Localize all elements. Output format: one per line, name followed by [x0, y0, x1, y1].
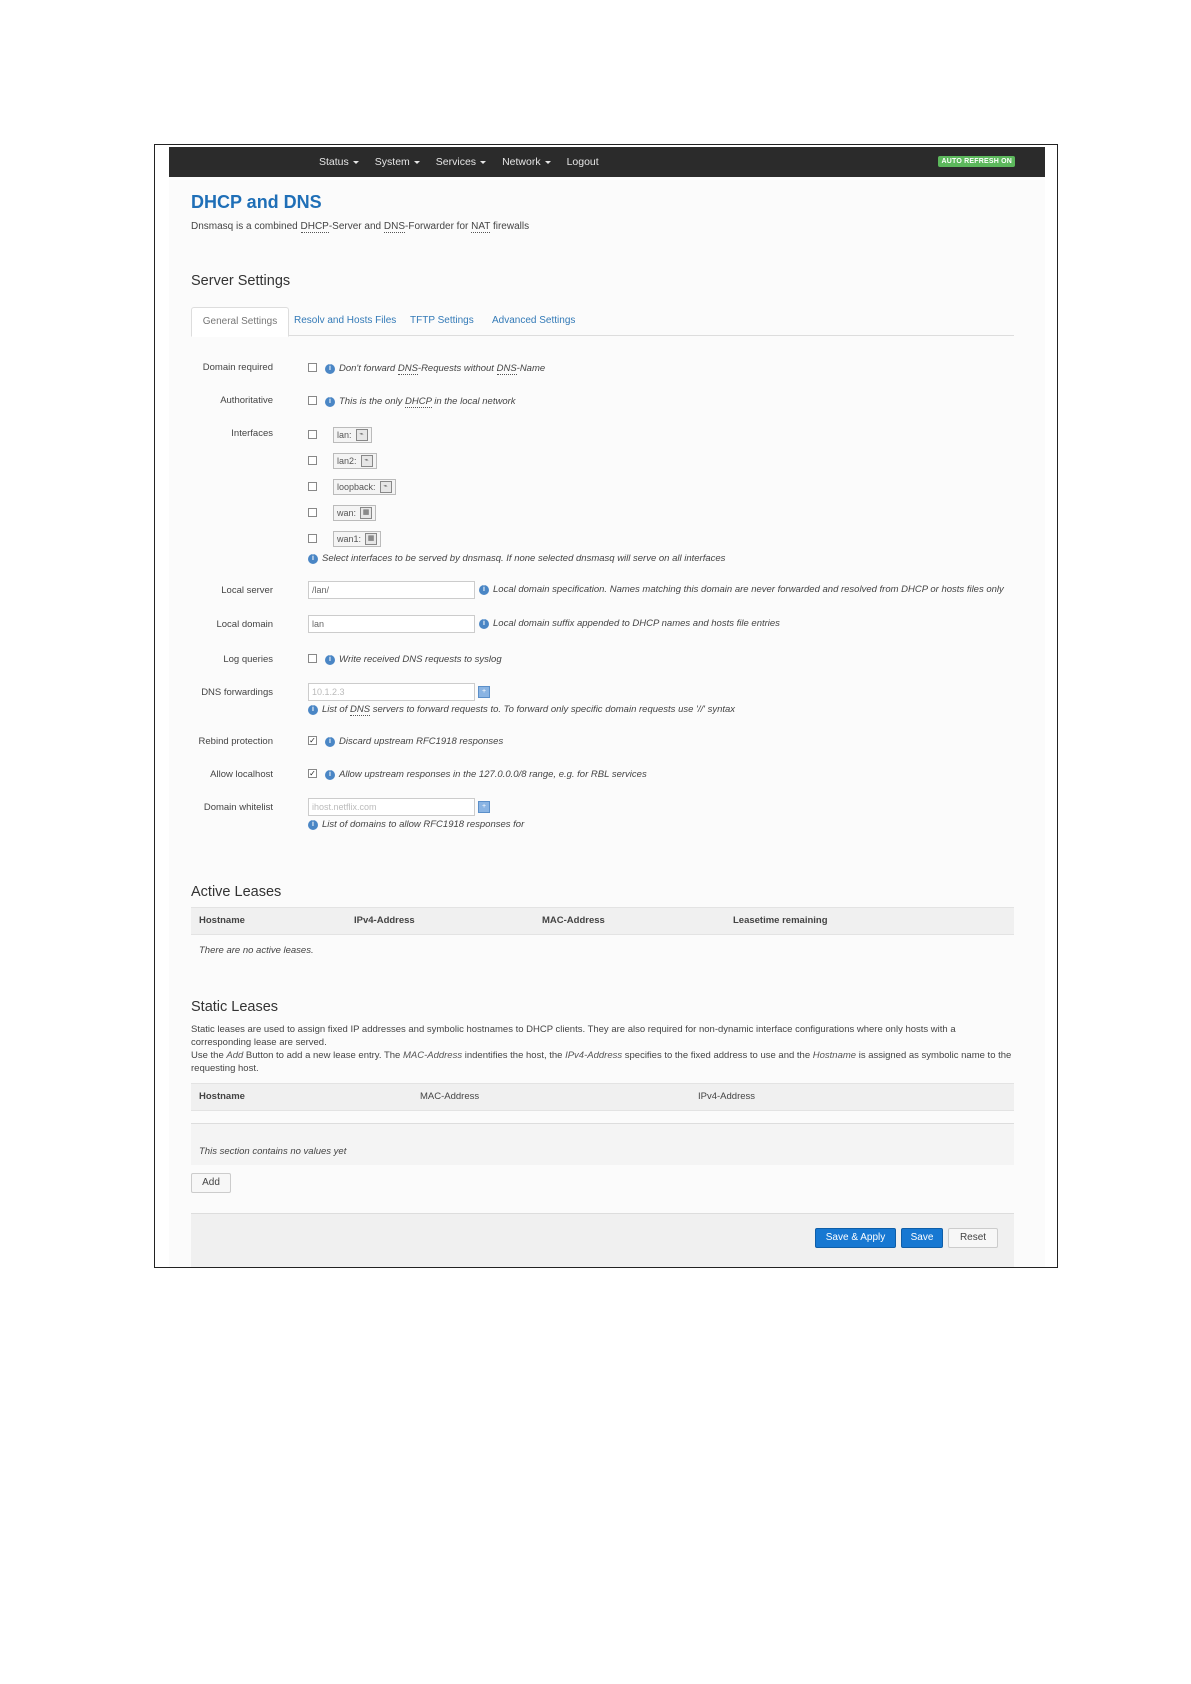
help-text-part: Don't forward — [339, 363, 398, 374]
usage-em-hostname: Hostname — [812, 1050, 857, 1061]
local-domain-help: Local domain suffix appended to DHCP names and hosts file entries — [493, 618, 780, 629]
interface-lan-label: lan: — [337, 430, 352, 440]
usage-text-part: Button to add a new lease entry. The — [243, 1050, 403, 1061]
help-text-part: servers to forward requests to. To forward only specific domain requests use '//' syntax — [370, 704, 736, 715]
domain-whitelist-input[interactable]: ihost.netflix.com — [308, 798, 475, 816]
menu-network[interactable] — [502, 156, 551, 168]
usage-text-part: Use the — [191, 1050, 227, 1061]
help-abbr-dhcp: DHCP — [405, 396, 432, 407]
add-entry-icon[interactable]: + — [478, 686, 490, 698]
static-leases-table-header — [191, 1083, 1014, 1111]
dns-forwardings-help — [322, 704, 735, 715]
ethernet-port-icon: ⌁ — [356, 429, 368, 441]
desc-text: -Forwarder for — [405, 221, 472, 232]
menu-logout-label: Logout — [566, 156, 599, 168]
domain-whitelist-help: List of domains to allow RFC1918 responses for — [322, 819, 525, 830]
local-server-input[interactable]: /lan/ — [308, 581, 475, 599]
help-text-part: List of — [322, 704, 350, 715]
interface-wan1-checkbox[interactable] — [308, 534, 317, 543]
info-icon: i — [479, 619, 489, 629]
main-menu — [319, 147, 615, 177]
usage-text-part: is assigned as symbolic name to the requesting host. — [191, 1050, 1012, 1074]
active-leases-table-header — [191, 907, 1014, 935]
column-hostname: Hostname — [199, 915, 245, 926]
desc-abbr-nat: NAT — [471, 221, 491, 232]
settings-tabs — [191, 307, 1014, 336]
usage-text-part: indentifies the host, the — [462, 1050, 566, 1061]
save-apply-button[interactable]: Save & Apply — [815, 1228, 896, 1248]
help-text-part: in the local network — [431, 396, 516, 407]
info-icon: i — [308, 554, 318, 564]
chevron-down-icon — [353, 161, 359, 164]
column-mac-address: MAC-Address — [542, 915, 605, 926]
usage-em-mac: MAC-Address — [402, 1050, 463, 1061]
interface-wan1-label: wan1: — [337, 534, 362, 544]
domain-required-label: Domain required — [202, 362, 273, 373]
interface-lan-chip[interactable] — [333, 427, 372, 443]
local-domain-input[interactable]: lan — [308, 615, 475, 633]
rebind-protection-checkbox[interactable]: ✓ — [309, 736, 316, 745]
menu-system[interactable] — [375, 156, 420, 168]
static-leases-empty-message: This section contains no values yet — [199, 1146, 347, 1157]
form-actions-bar — [191, 1213, 1014, 1268]
menu-system-label: System — [374, 156, 410, 168]
usage-em-ipv4: IPv4-Address — [565, 1050, 623, 1061]
help-abbr-dns: DNS — [397, 363, 418, 374]
tab-resolv-hosts[interactable]: Resolv and Hosts Files — [294, 315, 397, 326]
help-text-part: -Requests without — [417, 363, 497, 374]
allow-localhost-help: Allow upstream responses in the 127.0.0.0/8 range, e.g. for RBL services — [339, 769, 647, 780]
page-title: DHCP and DNS — [191, 192, 322, 212]
info-icon: i — [308, 705, 318, 715]
chevron-down-icon — [414, 161, 420, 164]
menu-status-label: Status — [319, 156, 349, 168]
rebind-protection-help: Discard upstream RFC1918 responses — [339, 736, 504, 747]
active-leases-heading: Active Leases — [191, 884, 282, 900]
interface-lan-checkbox[interactable] — [308, 430, 317, 439]
auto-refresh-badge[interactable]: AUTO REFRESH ON — [938, 156, 1015, 167]
interface-lan2-chip[interactable] — [333, 453, 377, 469]
menu-services[interactable] — [436, 156, 486, 168]
top-navbar — [169, 147, 1045, 177]
usage-em-add: Add — [226, 1050, 244, 1061]
interface-loopback-label: loopback: — [337, 482, 376, 492]
interfaces-help: Select interfaces to be served by dnsmasq. If none selected dnsmasq will serve on all interfaces — [322, 553, 726, 564]
help-abbr-dns: DNS — [350, 704, 371, 715]
usage-text-part: specifies to the fixed address to use and the — [622, 1050, 813, 1061]
add-static-lease-button[interactable]: Add — [191, 1173, 231, 1193]
interface-lan2-checkbox[interactable] — [308, 456, 317, 465]
allow-localhost-checkbox[interactable]: ✓ — [309, 769, 316, 778]
desc-abbr-dhcp: DHCP — [300, 221, 329, 232]
desc-text: Dnsmasq is a combined — [191, 221, 301, 232]
column-leasetime-remaining: Leasetime remaining — [733, 915, 828, 926]
column-ipv4-address: IPv4-Address — [698, 1091, 756, 1102]
desc-abbr-dns: DNS — [383, 221, 405, 232]
static-leases-description: Static leases are used to assign fixed IP addresses and symbolic hostnames to DHCP clients. They are also required for non-dynamic interface configurations where only hosts with a corresponding lease are served. — [191, 1024, 956, 1048]
interface-wan-chip[interactable] — [333, 505, 376, 521]
help-text-part: This is the only — [339, 396, 405, 407]
domain-whitelist-label: Domain whitelist — [203, 802, 273, 813]
local-server-help: Local domain specification. Names matching this domain are never forwarded and resolved from DHCP or hosts files only — [493, 584, 1004, 595]
log-queries-help: Write received DNS requests to syslog — [339, 654, 502, 665]
reset-button[interactable]: Reset — [948, 1228, 998, 1248]
network-port-icon: ▦ — [365, 533, 377, 545]
info-icon: i — [479, 585, 489, 595]
tab-tftp-settings[interactable]: TFTP Settings — [410, 315, 474, 326]
interface-wan-label: wan: — [337, 508, 357, 518]
main-content — [169, 177, 1045, 1268]
dns-forwardings-input[interactable]: 10.1.2.3 — [308, 683, 475, 701]
column-mac-address: MAC-Address — [420, 1091, 480, 1102]
desc-text: -Server and — [328, 221, 384, 232]
tab-advanced-settings[interactable]: Advanced Settings — [492, 315, 576, 326]
ethernet-port-icon: ⌁ — [380, 481, 392, 493]
info-icon: i — [325, 364, 335, 374]
local-domain-label: Local domain — [216, 619, 273, 630]
log-queries-label: Log queries — [223, 654, 273, 665]
allow-localhost-label: Allow localhost — [210, 769, 273, 780]
screenshot-frame — [154, 144, 1058, 1268]
interface-lan2-label: lan2: — [337, 456, 357, 466]
static-leases-usage — [191, 1049, 1014, 1075]
interface-wan-checkbox[interactable] — [308, 508, 317, 517]
network-port-icon: ▦ — [360, 507, 372, 519]
save-button[interactable]: Save — [901, 1228, 943, 1248]
domain-required-help — [339, 363, 545, 374]
chevron-down-icon — [545, 161, 551, 164]
authoritative-help — [339, 396, 516, 407]
server-settings-heading: Server Settings — [191, 273, 291, 289]
log-queries-checkbox[interactable] — [308, 654, 317, 663]
page-description — [191, 221, 529, 232]
column-ipv4-address: IPv4-Address — [354, 915, 415, 926]
interface-wan1-chip[interactable] — [333, 531, 381, 547]
add-entry-icon[interactable]: + — [478, 801, 490, 813]
authoritative-label: Authoritative — [220, 395, 273, 406]
menu-network-label: Network — [502, 156, 541, 168]
info-icon: i — [325, 397, 335, 407]
help-text-part: -Name — [516, 363, 546, 374]
static-leases-heading: Static Leases — [191, 999, 279, 1015]
chevron-down-icon — [480, 161, 486, 164]
menu-logout[interactable] — [567, 156, 599, 168]
rebind-protection-label: Rebind protection — [198, 736, 273, 747]
ethernet-port-icon: ⌁ — [361, 455, 373, 467]
static-leases-empty-box — [191, 1123, 1014, 1165]
info-icon: i — [325, 737, 335, 747]
menu-services-label: Services — [435, 156, 477, 168]
menu-status[interactable] — [319, 156, 359, 168]
active-leases-empty-message: There are no active leases. — [199, 945, 314, 956]
info-icon: i — [325, 655, 335, 665]
authoritative-checkbox[interactable] — [308, 396, 317, 405]
column-hostname: Hostname — [199, 1091, 245, 1102]
dns-forwardings-label: DNS forwardings — [201, 687, 273, 698]
info-icon: i — [325, 770, 335, 780]
local-server-label: Local server — [221, 585, 273, 596]
interface-loopback-chip[interactable] — [333, 479, 396, 495]
desc-text: firewalls — [490, 221, 530, 232]
domain-required-checkbox[interactable] — [308, 363, 317, 372]
tab-general-settings[interactable]: General Settings — [191, 307, 289, 337]
interfaces-label: Interfaces — [231, 428, 273, 439]
info-icon: i — [308, 820, 318, 830]
interface-loopback-checkbox[interactable] — [308, 482, 317, 491]
help-abbr-dns: DNS — [496, 363, 517, 374]
